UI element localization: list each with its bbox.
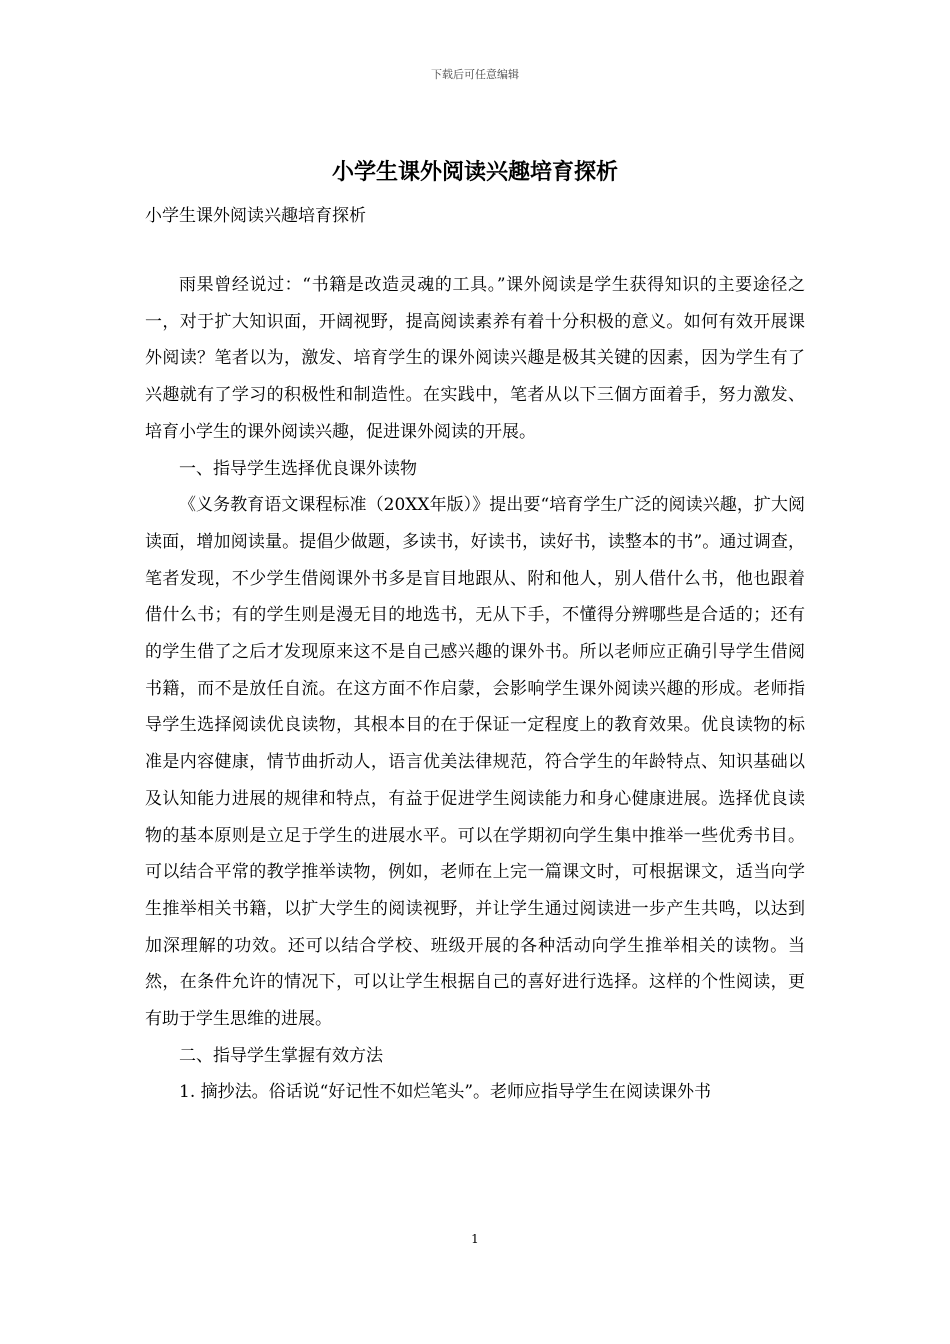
document-body [145,267,805,1111]
paragraph-intro: 雨果曾经说过：“书籍是改造灵魂的工具。”课外阅读是学生获得知识的主要途径之一，对于扩大知识面，开阔视野，提高阅读素养有着十分积极的意义。如何有效开展课外阅读？笔者以为，激发、培育学生的课外阅读兴趣是极其关键的因素，因为学生有了兴趣就有了学习的积极性和制造性。在实践中，笔者从以下三個方面着手，努力激发、培育小学生的课外阅读兴趣，促进课外阅读的开展。 [145,275,805,442]
document-title: 小学生课外阅读兴趣培育探析 [331,160,618,185]
section-heading-1: 一、指导学生选择优良课外读物 [179,458,417,479]
page-number: 1 [471,1232,479,1246]
document-subtitle: 小学生课外阅读兴趣培育探析 [145,206,366,226]
page-header: 下载后可任意编辑 [431,68,519,81]
section-heading-2: 二、指导学生掌握有效方法 [179,1045,383,1066]
paragraph-method-1: 1. 摘抄法。俗话说“好记性不如烂笔头”。老师应指导学生在阅读课外书 [179,1082,712,1103]
paragraph-section-1: 《义务教育语文课程标准（20XX年版）》提出要“培育学生广泛的阅读兴趣，扩大阅读面，增加阅读量。提倡少做题，多读书，好读书，读好书，读整本的书”。通过调查，笔者发现，不少学生借阅课外书多是盲目地跟从、附和他人，别人借什么书，他也跟着借什么书；有的学生则是漫无目的地选书，无从下手，不懂得分辨哪些是合适的；还有的学生借了之后才发现原来这不是自己感兴趣的课外书。所以老师应正确引导学生借阅书籍，而不是放任自流。在这方面不作启蒙，会影响学生课外阅读兴趣的形成。老师指导学生选择阅读优良读物，其根本目的在于保证一定程度上的教育效果。优良读物的标准是内容健康，情节曲折动人，语言优美法律规范，符合学生的年龄特点、知识基础以及认知能力进展的规律和特点，有益于促进学生阅读能力和身心健康进展。选择优良读物的基本原则是立足于学生的进展水平。可以在学期初向学生集中推举一些优秀书目。可以结合平常的教学推举读物，例如，老师在上完一篇课文时，可根据课文，适当向学生推举相关书籍，以扩大学生的阅读视野，并让学生通过阅读进一步产生共鸣，以达到加深理解的功效。还可以结合学校、班级开展的各种活动向学生推举相关的读物。当然，在条件允许的情况下，可以让学生根据自己的喜好进行选择。这样的个性阅读，更有助于学生思维的进展。 [145,495,805,1030]
